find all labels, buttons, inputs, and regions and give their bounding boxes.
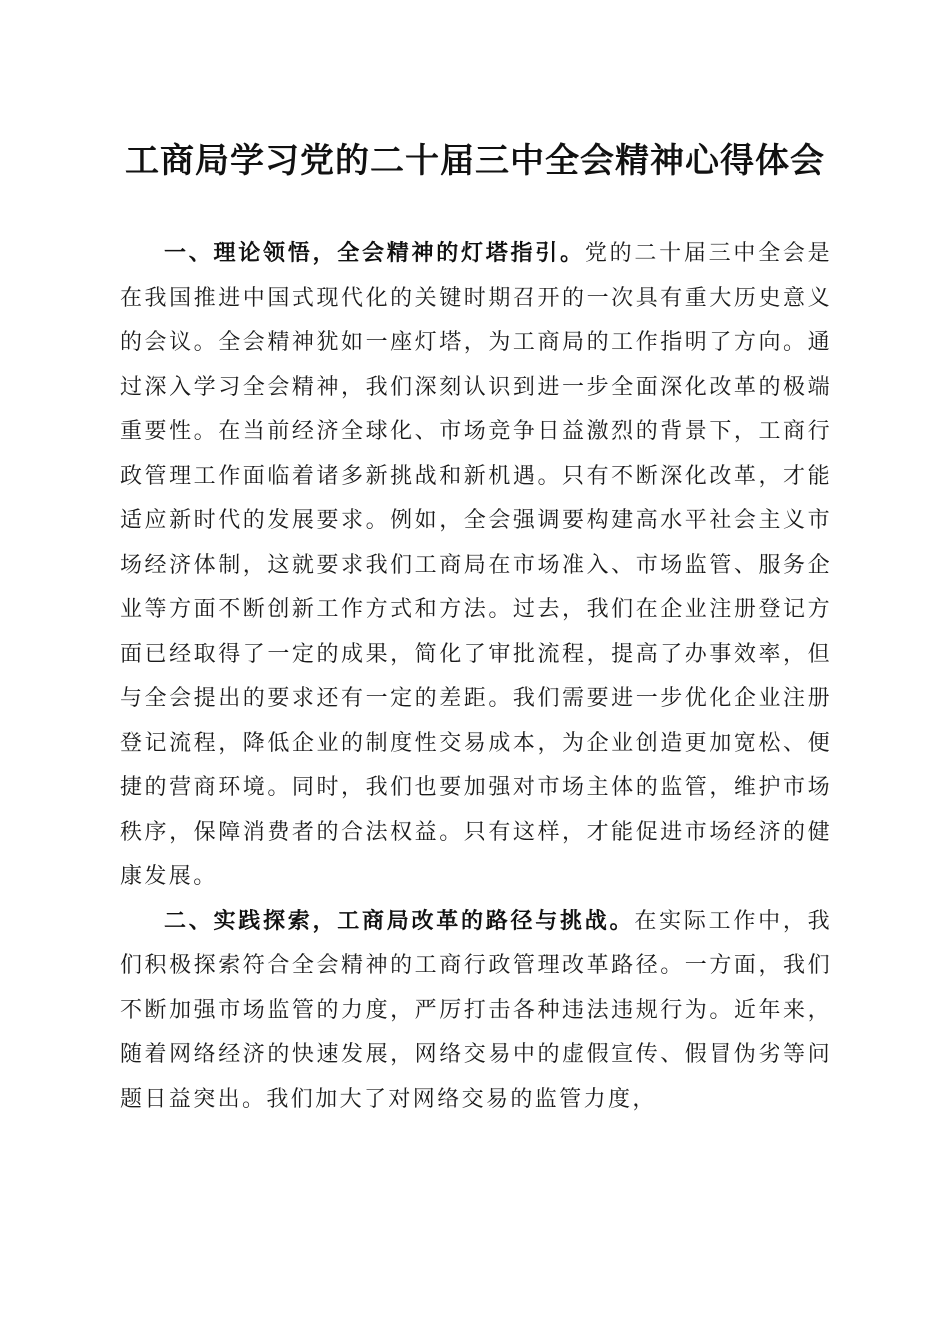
- section-heading-2: 二、实践探索，工商局改革的路径与挑战。: [164, 908, 635, 934]
- section-paragraph-1: [120, 232, 832, 900]
- document-body: [120, 232, 832, 1122]
- section-paragraph-2: [120, 900, 832, 1123]
- section-body-1: 党的二十届三中全会是在我国推进中国式现代化的关键时期召开的一次具有重大历史意义的会议。全会精神犹如一座灯塔，为工商局的工作指明了方向。通过深入学习全会精神，我们深刻认识到进一步全面深化改革的极端重要性。在当前经济全球化、市场竞争日益激烈的背景下，工商行政管理工作面临着诸多新挑战和新机遇。只有不断深化改革，才能适应新时代的发展要求。例如，全会强调要构建高水平社会主义市场经济体制，这就要求我们工商局在市场准入、市场监管、服务企业等方面不断创新工作方式和方法。过去，我们在企业注册登记方面已经取得了一定的成果，简化了审批流程，提高了办事效率，但与全会提出的要求还有一定的差距。我们需要进一步优化企业注册登记流程，降低企业的制度性交易成本，为企业创造更加宽松、便捷的营商环境。同时，我们也要加强对市场主体的监管，维护市场秩序，保障消费者的合法权益。只有这样，才能促进市场经济的健康发展。: [120, 241, 832, 889]
- document-title: 工商局学习党的二十届三中全会精神心得体会: [125, 141, 825, 181]
- section-heading-1: 一、理论领悟，全会精神的灯塔指引。: [164, 241, 585, 266]
- section-body-2: 在实际工作中，我们积极探索符合全会精神的工商行政管理改革路径。一方面，我们不断加强市场监管的力度，严厉打击各种违法违规行为。近年来，随着网络经济的快速发展，网络交易中的虚假宣传、假冒伪劣等问题日益突出。我们加大了对网络交易的监管力度，: [120, 908, 833, 1112]
